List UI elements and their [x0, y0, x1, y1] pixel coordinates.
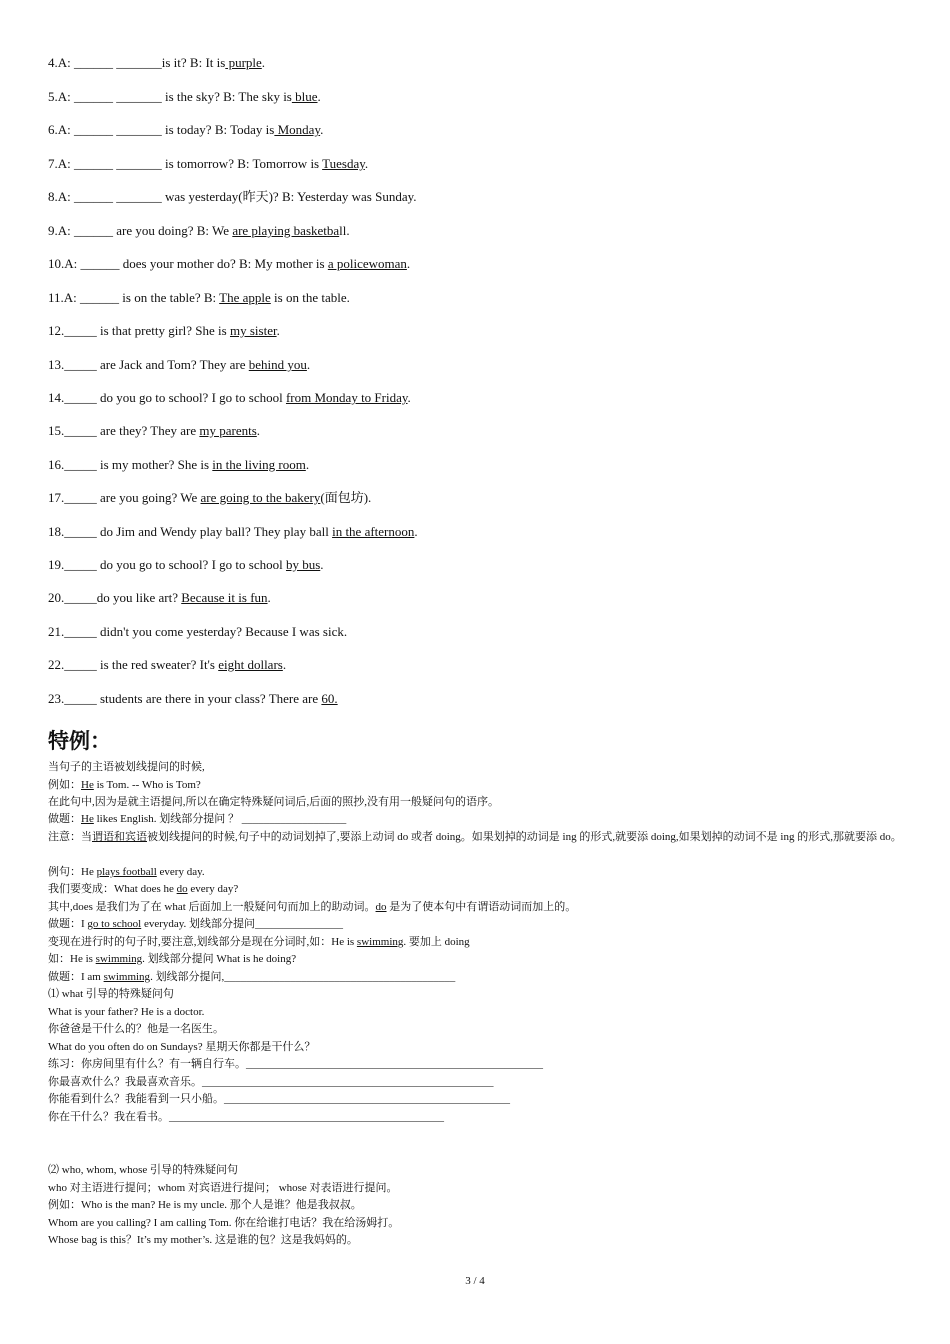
text-segment: 变现在进行时的句子时,要注意,划线部分是现在分词时,如：He is: [48, 936, 357, 948]
underlined-answer: He: [81, 813, 94, 825]
text-segment: .: [256, 423, 261, 438]
text-segment: 其中,does 是我们为了在 what 后面加上一般疑问句而加上的助动词。: [48, 901, 376, 913]
section-title: 特例：: [48, 729, 111, 753]
underlined-answer: plays football: [96, 866, 157, 878]
question-number: 8.: [48, 189, 58, 204]
text-segment: _____ is the red sweater? It's: [64, 657, 219, 672]
text-segment: .: [414, 524, 418, 539]
text-segment: 你能看到什么？我能看到一只小船。____________________________________________________: [48, 1093, 510, 1105]
question-number: 14.: [48, 390, 65, 405]
text-segment: 例如：: [48, 779, 81, 791]
text-segment: 你在干什么？我在看书。__________________________________________________: [48, 1111, 444, 1123]
text-segment: A: ______ does your mother do? B: My mother is: [64, 256, 328, 271]
question-item: [48, 590, 271, 606]
question-number: 21.: [48, 624, 65, 639]
text-segment: A: ______ _______ is tomorrow? B: Tomorrow is: [57, 156, 323, 171]
note-line: [48, 1110, 444, 1124]
underlined-answer: by bus: [285, 557, 321, 572]
text-segment: .: [317, 89, 321, 104]
question-number: 16.: [48, 457, 65, 472]
text-segment: 被划线提问的时候,句子中的动词划掉了,要添上动词 do 或者 doing。如果划掉的动词是 ing 的形式,就要添 doing,如果划掉的动词不是 ing 的形式,那就要添 do。: [147, 831, 902, 843]
question-item: [48, 156, 368, 172]
note-line: [48, 1005, 204, 1019]
note-line: [48, 970, 455, 984]
underlined-answer: are playing basketba: [232, 223, 340, 238]
question-item: [48, 256, 410, 272]
question-item: [48, 357, 310, 373]
note-line: [48, 952, 296, 966]
text-segment: A: ______ _______ is the sky? B: The sky is: [57, 89, 292, 104]
note-line: [48, 1181, 398, 1195]
underlined-answer: do: [375, 901, 387, 913]
question-number: 5.: [48, 89, 58, 104]
note-line: [48, 1040, 315, 1054]
question-number: 18.: [48, 524, 65, 539]
text-segment: 是为了使本句中有谓语动词而加上的。: [386, 901, 577, 913]
text-segment: every day.: [156, 866, 205, 878]
question-item: [48, 89, 321, 105]
note-line: [48, 1163, 238, 1177]
question-number: 15.: [48, 423, 65, 438]
note-line: [48, 935, 470, 949]
note-line: [48, 865, 205, 879]
text-segment: .: [267, 590, 271, 605]
text-segment: 例句：He: [48, 866, 97, 878]
underlined-answer: 60.: [321, 691, 338, 706]
question-item: [48, 657, 286, 673]
question-item: [48, 323, 280, 339]
underlined-answer: He: [81, 779, 94, 791]
text-segment: is on the table.: [270, 290, 350, 305]
text-segment: 在此句中,因为是就主语提问,所以在确定特殊疑问词后,后面的照抄,没有用一般疑问句的语序。: [48, 796, 499, 808]
text-segment: _____do you like art?: [64, 590, 182, 605]
text-segment: 注意：当: [48, 831, 92, 843]
note-line: [48, 987, 174, 1001]
underlined-answer: in the living room: [212, 457, 306, 472]
text-segment: .: [276, 323, 280, 338]
text-segment: .: [282, 657, 287, 672]
text-segment: A: ______ _______ is today? B: Today is: [57, 122, 275, 137]
underlined-answer: swimming: [356, 936, 404, 948]
text-segment: 做题：I am: [48, 971, 104, 983]
text-segment: _____ students are there in your class? There are: [64, 691, 322, 706]
underlined-answer: in the afternoon: [332, 524, 415, 539]
text-segment: A: ______ _______is it? B: It is: [57, 55, 226, 70]
note-line: [48, 1233, 358, 1247]
text-segment: ll.: [339, 223, 350, 238]
question-number: 17.: [48, 490, 65, 505]
question-number: 10.: [48, 256, 65, 271]
text-segment: 如：He is: [48, 953, 96, 965]
question-item: [48, 189, 417, 205]
underlined-answer: eight dollars: [218, 657, 283, 672]
text-segment: Whose bag is this？It’s my mother’s. 这是谁的包？这是我妈妈的。: [48, 1234, 358, 1246]
text-segment: _____ is that pretty girl? She is: [64, 323, 230, 338]
underlined-answer: Tuesday: [322, 156, 365, 171]
underlined-answer: go to school: [87, 918, 142, 930]
text-segment: A: ______ are you doing? B: We: [57, 223, 233, 238]
text-segment: ⑵ who, whom, whose 引导的特殊疑问句: [48, 1164, 239, 1176]
text-segment: . 划线部分提问 What is he doing?: [142, 953, 297, 965]
question-number: 12.: [48, 323, 65, 338]
question-item: [48, 624, 347, 640]
text-segment: likes English. 划线部分提问 ？ ___________________: [93, 813, 347, 825]
text-segment: 练习：你房间里有什么？有一辆自行车。______________________________________________________: [48, 1058, 543, 1070]
text-segment: is Tom. -- Who is Tom?: [93, 779, 201, 791]
text-segment: .: [305, 457, 310, 472]
note-line: [48, 1092, 510, 1106]
note-line: [48, 795, 499, 809]
page-number: 3 / 4: [465, 1275, 485, 1287]
question-item: [48, 457, 309, 473]
note-line: [48, 760, 205, 774]
underlined-answer: Monday: [274, 122, 321, 137]
underlined-answer: my sister: [229, 323, 277, 338]
underlined-answer: behind you: [248, 357, 307, 372]
text-segment: _____ is my mother? She is: [64, 457, 213, 472]
underlined-answer: Because it is fun: [181, 590, 268, 605]
text-segment: _____ do you go to school? I go to school: [64, 390, 286, 405]
text-segment: _____ are you going? We: [64, 490, 201, 505]
text-segment: A: ______ _______ was yesterday(昨天)? B: Yesterday was Sunday.: [57, 189, 417, 204]
question-item: [48, 557, 324, 573]
text-segment: Whom are you calling? I am calling Tom. 你在给谁打电话？我在给汤姆打。: [48, 1217, 400, 1229]
underlined-answer: 谓语和宾语: [92, 831, 147, 843]
question-number: 22.: [48, 657, 65, 672]
question-item: [48, 122, 323, 138]
note-line: [48, 882, 238, 896]
note-line: [48, 1216, 399, 1230]
note-line: [48, 1022, 224, 1036]
underlined-answer: swimming: [95, 953, 143, 965]
text-segment: . 划线部分提问,__________________________________________: [150, 971, 456, 983]
note-line: [48, 900, 576, 914]
underlined-answer: are going to the bakery: [200, 490, 321, 505]
underlined-answer: blue: [291, 89, 318, 104]
underlined-answer: my parents: [199, 423, 257, 438]
text-segment: 做题：I: [48, 918, 88, 930]
text-segment: _____ are they? They are: [64, 423, 200, 438]
question-number: 13.: [48, 357, 65, 372]
text-segment: _____ didn't you come yesterday? Because I was sick.: [64, 624, 348, 639]
text-segment: 你最喜欢什么？我最喜欢音乐。_____________________________________________________: [48, 1076, 494, 1088]
note-line: [48, 917, 343, 931]
text-segment: . 要加上 doing: [403, 936, 470, 948]
text-segment: _____ are Jack and Tom? They are: [64, 357, 249, 372]
underlined-answer: swimming: [103, 971, 151, 983]
question-number: 4.: [48, 55, 58, 70]
note-line: [48, 812, 346, 826]
question-number: 7.: [48, 156, 58, 171]
underlined-answer: do: [176, 883, 188, 895]
question-item: [48, 691, 338, 707]
text-segment: 我们要变成：What does he: [48, 883, 177, 895]
question-number: 20.: [48, 590, 65, 605]
question-number: 11.: [48, 290, 64, 305]
note-line: [48, 1057, 543, 1071]
text-segment: (面包坊).: [320, 490, 372, 505]
text-segment: A: ______ is on the table? B:: [63, 290, 220, 305]
question-number: 23.: [48, 691, 65, 706]
note-line: [48, 778, 201, 792]
question-item: [48, 223, 350, 239]
question-item: [48, 390, 411, 406]
text-segment: What do you often do on Sundays? 星期天你都是干什么？: [48, 1041, 316, 1053]
note-line: [48, 1198, 362, 1212]
text-segment: every day?: [187, 883, 239, 895]
question-item: [48, 55, 265, 71]
text-segment: .: [407, 390, 411, 405]
text-segment: .: [320, 557, 324, 572]
question-item: [48, 290, 350, 306]
question-number: 9.: [48, 223, 58, 238]
text-segment: ⑴ what 引导的特殊疑问句: [48, 988, 174, 1000]
underlined-answer: The apple: [219, 290, 271, 305]
text-segment: 做题：: [48, 813, 81, 825]
note-line: [48, 830, 908, 844]
text-segment: _____ do Jim and Wendy play ball? They play ball: [64, 524, 333, 539]
question-number: 6.: [48, 122, 58, 137]
text-segment: everyday. 划线部分提问________________: [141, 918, 344, 930]
text-segment: _____ do you go to school? I go to school: [64, 557, 286, 572]
underlined-answer: from Monday to Friday: [285, 390, 408, 405]
text-segment: .: [364, 156, 369, 171]
text-segment: 当句子的主语被划线提问的时候,: [48, 761, 205, 773]
underlined-answer: purple: [225, 55, 262, 70]
text-segment: 例如：Who is the man? He is my uncle. 那个人是谁？他是我叔叔。: [48, 1199, 362, 1211]
question-item: [48, 490, 371, 506]
text-segment: .: [320, 122, 324, 137]
text-segment: .: [406, 256, 411, 271]
note-line: [48, 1075, 494, 1089]
question-item: [48, 423, 260, 439]
question-number: 19.: [48, 557, 65, 572]
text-segment: .: [261, 55, 266, 70]
underlined-answer: a policewoman: [327, 256, 407, 271]
text-segment: What is your father? He is a doctor.: [48, 1006, 205, 1018]
text-segment: .: [306, 357, 311, 372]
text-segment: who 对主语进行提问；whom 对宾语进行提问； whose 对表语进行提问。: [48, 1182, 398, 1194]
question-item: [48, 524, 418, 540]
text-segment: 你爸爸是干什么的？他是一名医生。: [48, 1023, 224, 1035]
